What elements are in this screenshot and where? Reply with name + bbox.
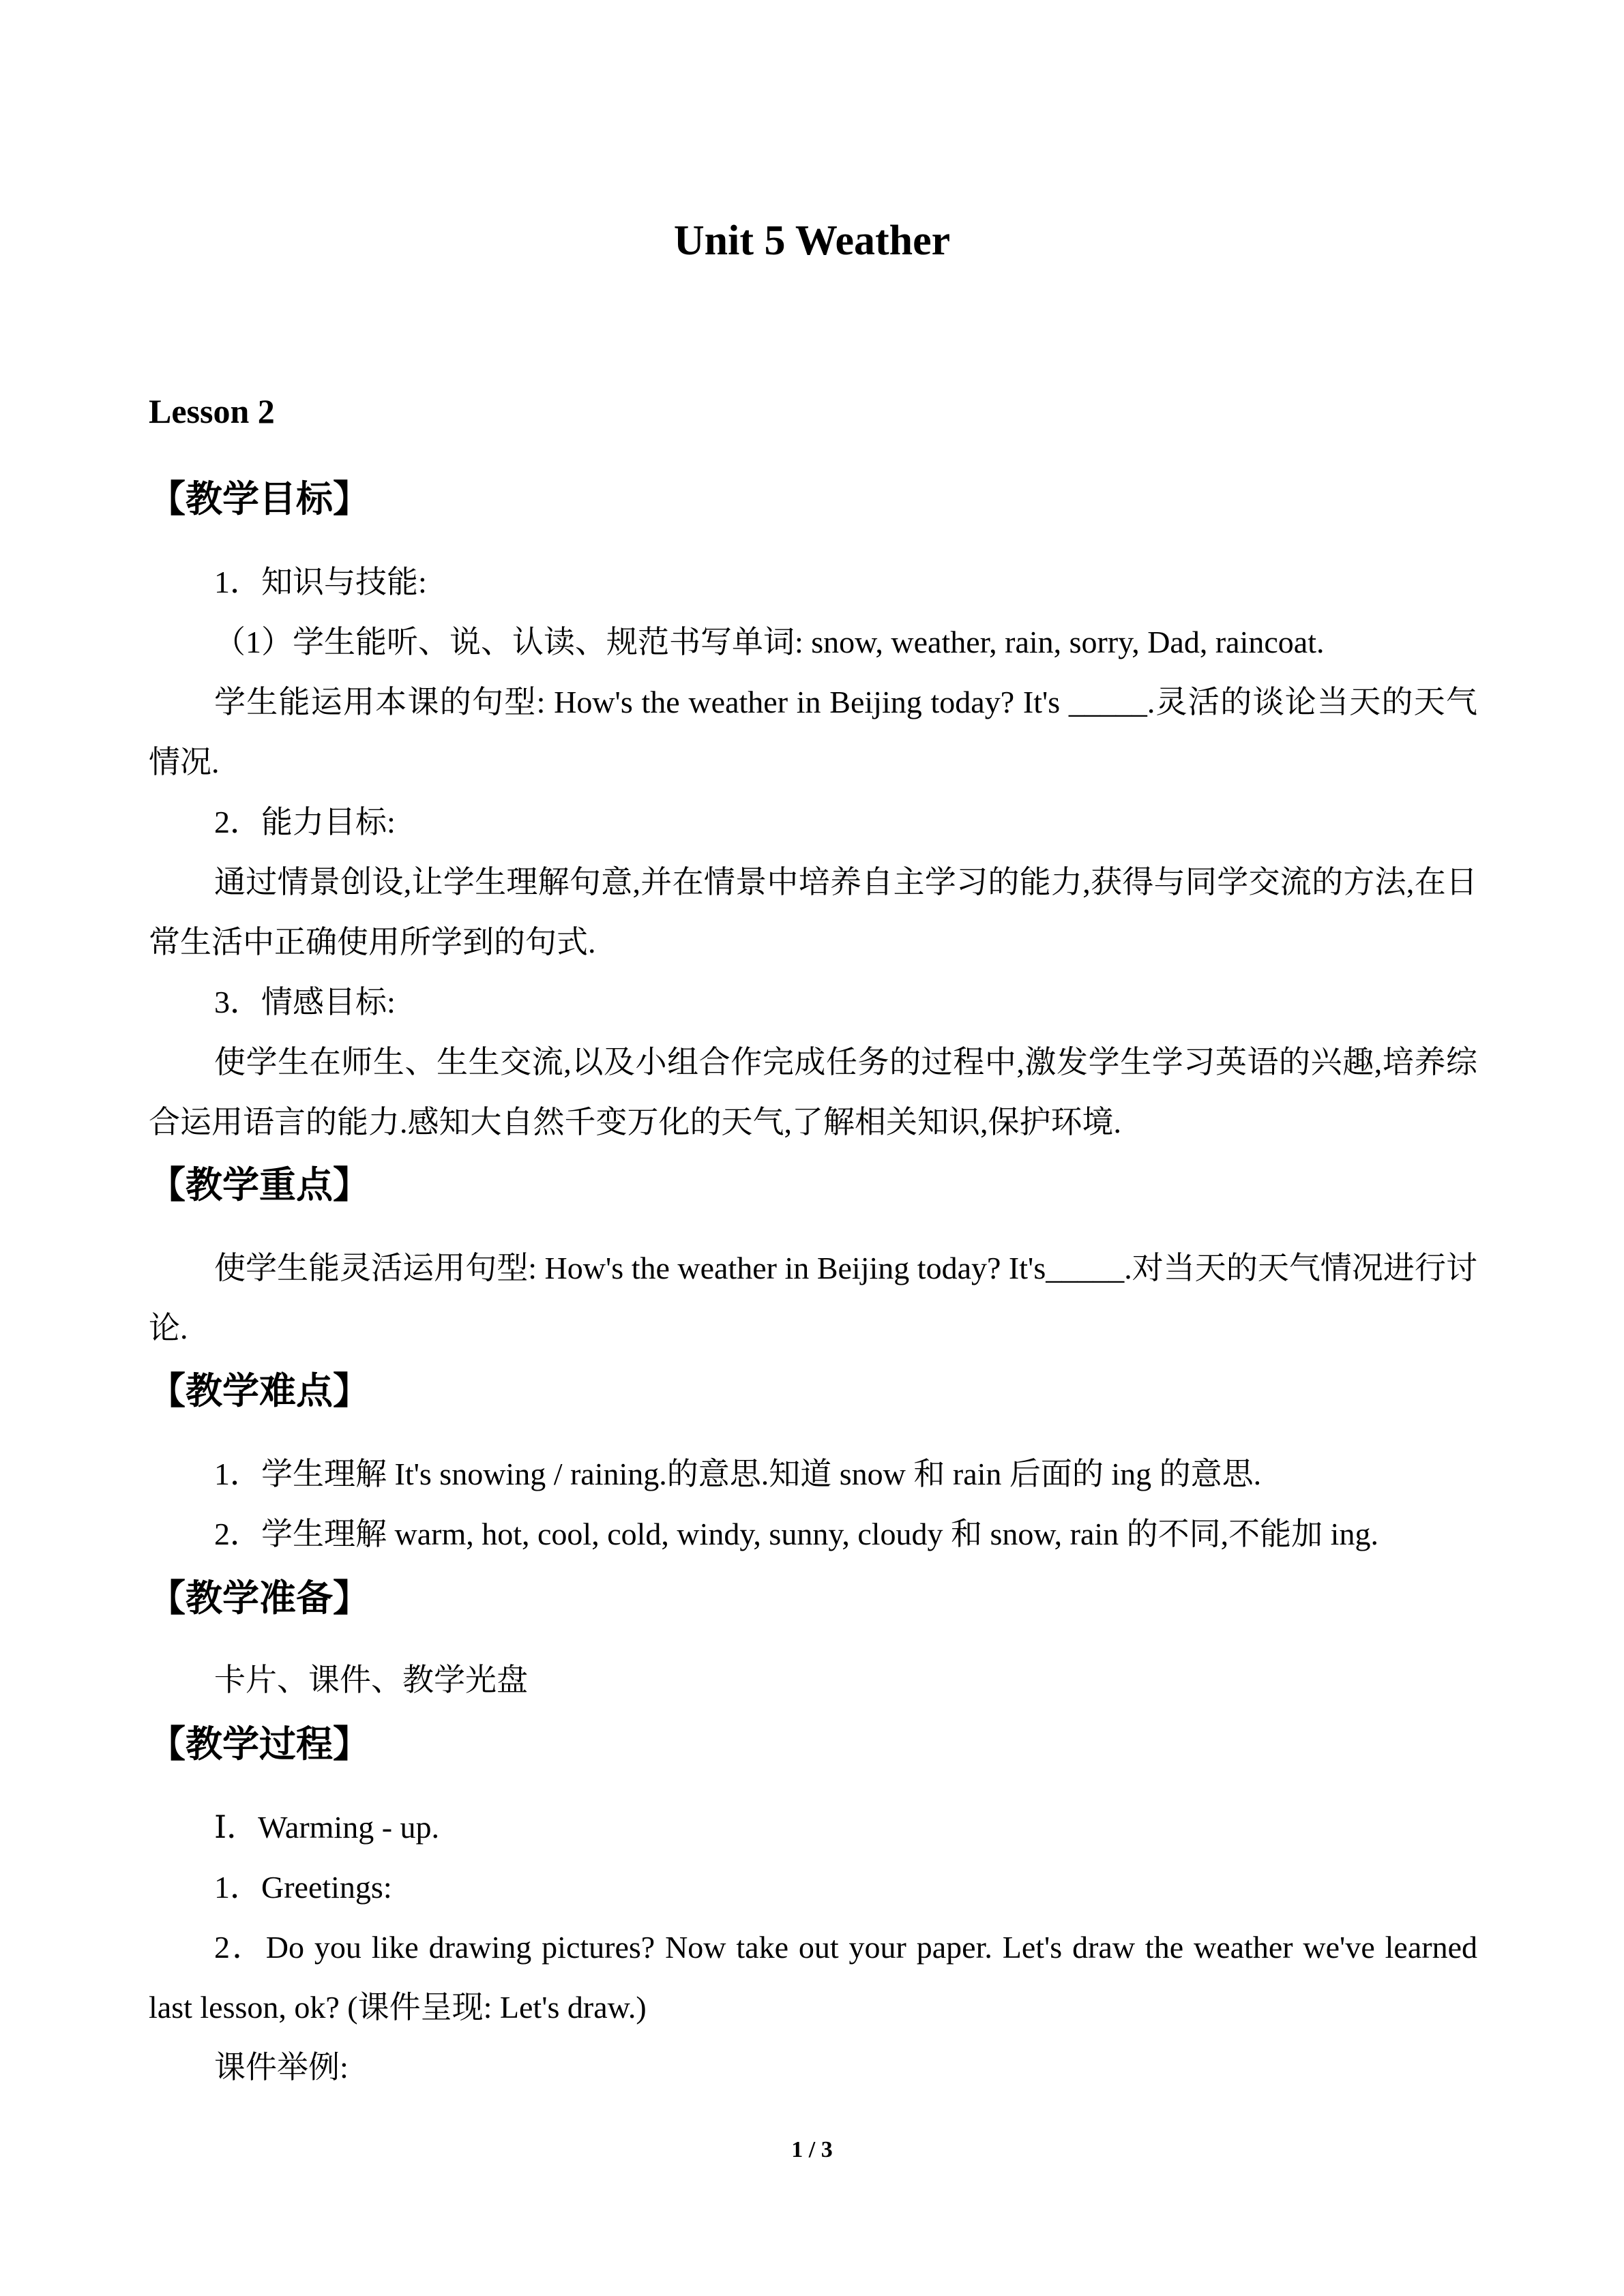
process-greetings: 1．Greetings:: [214, 1870, 392, 1905]
preparation-heading: 【教学准备】: [149, 1577, 370, 1620]
emotion-text: 使学生在师生、生生交流,以及小组合作完成任务的过程中,激发学生学习英语的兴趣,培养综合运用语言的能力.感知大自然千变万化的天气,了解相关知识,保护环境.: [149, 1045, 1477, 1139]
page-number: 1 / 3: [791, 2137, 833, 2162]
process-drawing: 2．Do you like drawing pictures? Now take out your paper. Let's draw the weather we've learned last lesson, ok? (课件呈现: Let's draw.): [149, 1930, 1477, 2025]
key-points-heading: 【教学重点】: [149, 1163, 370, 1206]
difficulties-heading: 【教学难点】: [149, 1369, 370, 1412]
difficulty-item-1: 1．学生理解 It's snowing / raining.的意思.知道 snow 和 rain 后面的 ing 的意思.: [214, 1457, 1262, 1491]
key-points-text: 使学生能灵活运用句型: How's the weather in Beijing today? It's_____.对当天的天气情况进行讨论.: [149, 1251, 1477, 1345]
knowledge-item-1: （1）学生能听、说、认读、规范书写单词: snow, weather, rain, sorry, Dad, raincoat.: [214, 625, 1325, 659]
emotion-label: 3．情感目标:: [214, 985, 396, 1019]
objectives-heading: 【教学目标】: [149, 477, 370, 520]
ability-text: 通过情景创设,让学生理解句意,并在情景中培养自主学习的能力,获得与同学交流的方法,在日常生活中正确使用所学到的句式.: [149, 865, 1477, 959]
ability-label: 2．能力目标:: [214, 805, 396, 839]
difficulty-item-2: 2．学生理解 warm, hot, cool, cold, windy, sunny, cloudy 和 snow, rain 的不同,不能加 ing.: [214, 1517, 1378, 1551]
process-step-1: Ⅰ．Warming - up.: [214, 1810, 440, 1845]
knowledge-label: 1．知识与技能:: [214, 565, 427, 599]
document-title: Unit 5 Weather: [673, 218, 951, 264]
knowledge-item-2: 学生能运用本课的句型: How's the weather in Beijing today? It's _____.灵活的谈论当天的天气情况.: [149, 685, 1477, 779]
process-heading: 【教学过程】: [149, 1723, 370, 1765]
preparation-text: 卡片、课件、教学光盘: [214, 1663, 528, 1697]
process-example: 课件举例:: [214, 2050, 349, 2085]
lesson-heading: Lesson 2: [149, 392, 275, 430]
